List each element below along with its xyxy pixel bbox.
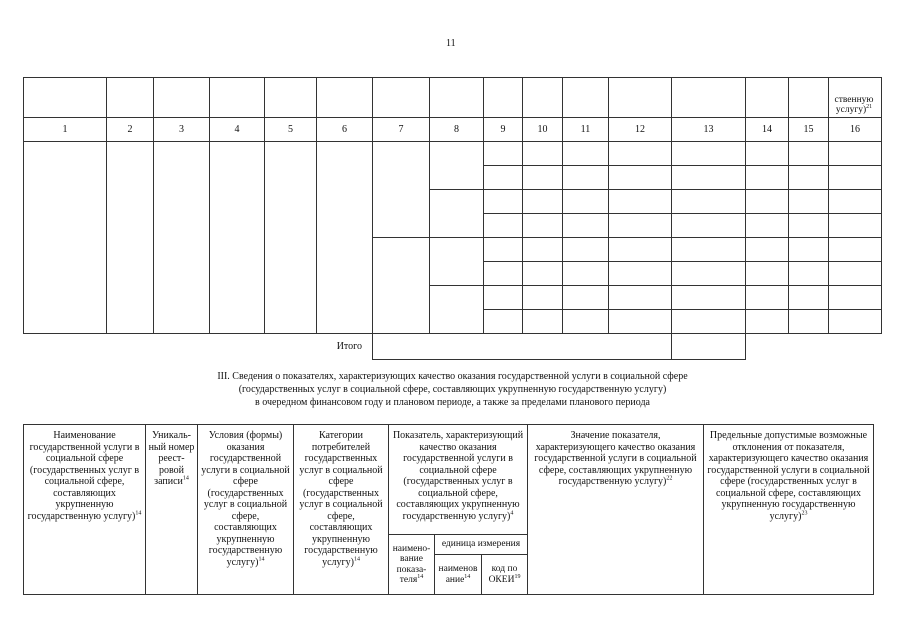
column-number: 12	[609, 118, 672, 142]
column-number: 4	[210, 118, 265, 142]
indicator-value-header: Значение показателя, характеризующего качество оказания государственной услуги в социальной сфере, составляющих укрупненную государственную услугу)$^{22}$	[528, 425, 704, 595]
column-number: 9	[484, 118, 523, 142]
column-number: 11	[563, 118, 609, 142]
indicator-name-header: наимено-вание показа-теля$^{14}$	[389, 535, 435, 595]
last-column-header: ственную услугу)$^{21}$	[829, 78, 882, 118]
service-name-header: Наименование государственной услуги в социальной сфере (государственных услуг в социальной сфере, составляющих укрупненную государственную услугу)$^{14}$	[24, 425, 146, 595]
bottom-table	[23, 424, 874, 595]
table-row	[24, 142, 882, 166]
section-title: III. Сведения о показателях, характеризующих качество оказания государственной услуги в социальной сфере (государственных услуг в социальной сфере, составляющих укрупненную государственную услугу) в очередном финансовом году и плановом периоде, а также за пределами планового периода	[217, 371, 688, 408]
column-number: 7	[373, 118, 430, 142]
column-number: 15	[789, 118, 829, 142]
registry-number-header: Уникаль-ный номер реест-ровой записи$^{14}$	[146, 425, 198, 595]
indicator-header: Показатель, характеризующий качество оказания государственной услуги в социальной сфере (государственных услуг в социальной сфере, составляющих укрупненную государственную услугу)$^4$	[389, 425, 528, 535]
total-row	[24, 334, 882, 360]
conditions-header: Условия (формы) оказания государственной услуги в социальной сфере (государственных услуг в социальной сфере, составляющих укрупненную государственную услугу)$^{14}$	[198, 425, 294, 595]
unit-name-header: наименов ание$^{14}$	[435, 555, 482, 595]
column-number: 13	[672, 118, 746, 142]
okei-code-header: код по ОКЕИ$^{19}$	[482, 555, 528, 595]
column-number: 14	[746, 118, 789, 142]
column-number: 16	[829, 118, 882, 142]
page-number: 11	[446, 38, 456, 49]
column-number: 6	[317, 118, 373, 142]
column-number: 2	[107, 118, 154, 142]
top-table-header-row	[24, 78, 882, 118]
column-number: 8	[430, 118, 484, 142]
deviation-header: Предельные допустимые возможные отклонения от показателя, характеризующего качество оказания государственной услуги в социальной сфере (государственных услуг в социальной сфере, составляющих укрупненную государственную услугу)$^{23}$	[704, 425, 874, 595]
total-label: Итого	[336, 341, 362, 353]
top-table	[23, 77, 882, 360]
column-number: 1	[24, 118, 107, 142]
column-number: 3	[154, 118, 210, 142]
column-numbers-row	[24, 118, 882, 142]
column-number: 5	[265, 118, 317, 142]
unit-header: единица измерения	[435, 535, 528, 555]
consumer-categories-header: Категории потребителей государственных услуг в социальной сфере (государственных услуг в социальной сфере, составляющих укрупненную государственную услугу)$^{14}$	[294, 425, 389, 595]
column-number: 10	[523, 118, 563, 142]
